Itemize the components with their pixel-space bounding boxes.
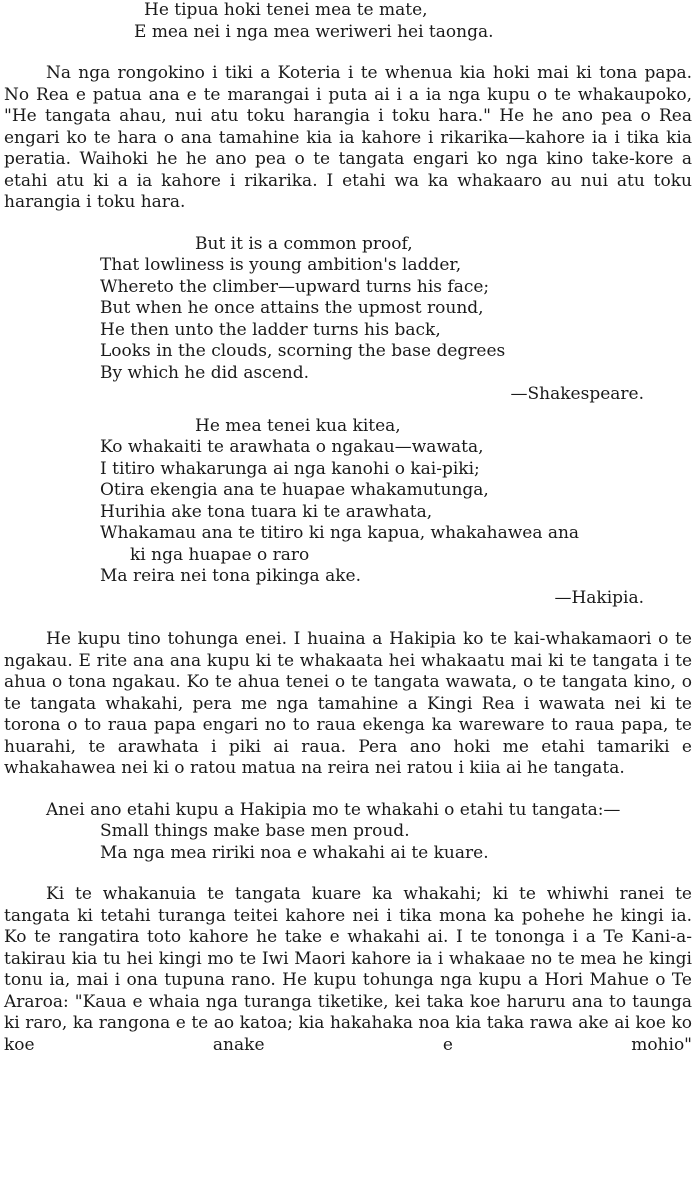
verse-line: Hurihia ake tona tuara ki te arawhata,: [100, 501, 433, 522]
paragraph-koteria: Na nga rongokino i tiki a Koteria i te whenua kia hoki mai ki tona papa. No Rea e patua ana e te marangai i puta ai i a ia nga kupu o te whakaupoko, "He tangata ahau, nui atu toku harangia i toku hara." He he ano pea o Rea engari ko te hara o ana tamahine kia ia kahore i rikarika—kahore ia i tika kia peratia. Waihoki he he ano pea o te tangata engari ko nga kino take-kore a etahi atu ki a ia kahore i rikarika. I etahi wa ka whakaaro au nui atu toku harangia i toku hara.: [4, 63, 692, 212]
verse-line: But when he once attains the upmost round,: [100, 298, 484, 318]
paragraph-hakipia: He kupu tino tohunga enei. I huaina a Hakipia ko te kai-whakamaori o te ngakau. E rite ana ana kupu ki te whakaata hei whakaatu mai ki te tangata i te ahua o tona ngakau. Ko te ahua tenei o te tangata wawata, o te tangata kino, o te tangata whakahi, pera me nga tamahine a Kingi Rea i wawata nei ki te torona o to raua papa engari no to raua ekenga ka wareware to raua papa, te huarahi, te arawhata i piki ai raua. Pera ano hoki me etahi tamariki e whakahawea nei ki o ratou matua na reira nei ratou i kiia ai he tangata.: [4, 629, 692, 778]
verse-line: Ma reira nei tona pikinga ake.: [100, 566, 361, 586]
paragraph-whakanuia: Ki te whakanuia te tangata kuare ka whakahi; ki te whiwhi ranei te tangata ki tetahi turanga teitei kahore nei i tika mona ka pohehe he kingi ia. Ko te rangatira toto kahore he take e whakahi ai. I te tononga i a Te Kani-a-takirau kia tu hei kingi mo te Iwi Maori kahore ia i whakaae no te mea he kingi tonu ia, mai i ona tupuna rano. He kupu tohunga nga kupu a Hori Mahue o Te Araroa: "Kaua e whaia nga turanga tiketike, kei taka koe haruru ana to taunga ki raro, ka rangona e te ao katoa; kia hakahaka noa kia taka rawa ake ai koe ko koe anake e mohio": [4, 884, 692, 1055]
verse-line: Ma nga mea ririki noa e whakahi ai te kuare.: [100, 842, 489, 863]
verse-line: Whakamau ana te titiro ki nga kapua, whakahawea ana: [100, 523, 580, 543]
verse-line: But it is a common proof,: [195, 233, 413, 254]
paragraph-anei: Anei ano etahi kupu a Hakipia mo te whakahi o etahi tu tangata:—: [46, 799, 621, 820]
verse-line: Otira ekengia ana te huapae whakamutunga,: [100, 480, 489, 500]
verse-line: That lowliness is young ambition's ladder,: [100, 255, 462, 275]
verse-line: By which he did ascend.: [100, 362, 310, 383]
verse-line: He mea tenei kua kitea,: [195, 415, 401, 436]
shakespeare-verse: [4, 234, 692, 385]
attribution-hakipia: —Hakipia.: [554, 587, 644, 608]
small-things-verse: [4, 821, 692, 864]
verse-line: Looks in the clouds, scorning the base degrees: [100, 341, 506, 361]
verse-line: ki nga huapae o raro: [130, 544, 310, 565]
verse-line: He then unto the ladder turns his back,: [100, 319, 441, 340]
maori-verse: [4, 416, 692, 588]
opening-couplet: [4, 0, 692, 43]
couplet-line: He tipua hoki tenei mea te mate,: [144, 0, 428, 20]
verse-line: Whereto the climber—upward turns his face;: [100, 276, 490, 297]
couplet-line: E mea nei i nga mea weriweri hei taonga.: [134, 21, 494, 42]
verse-line: I titiro whakarunga ai nga kanohi o kai-piki;: [100, 458, 480, 479]
verse-line: Small things make base men proud.: [100, 821, 410, 841]
attribution-shakespeare: —Shakespeare.: [510, 384, 644, 404]
verse-line: Ko whakaiti te arawhata o ngakau—wawata,: [100, 437, 484, 457]
